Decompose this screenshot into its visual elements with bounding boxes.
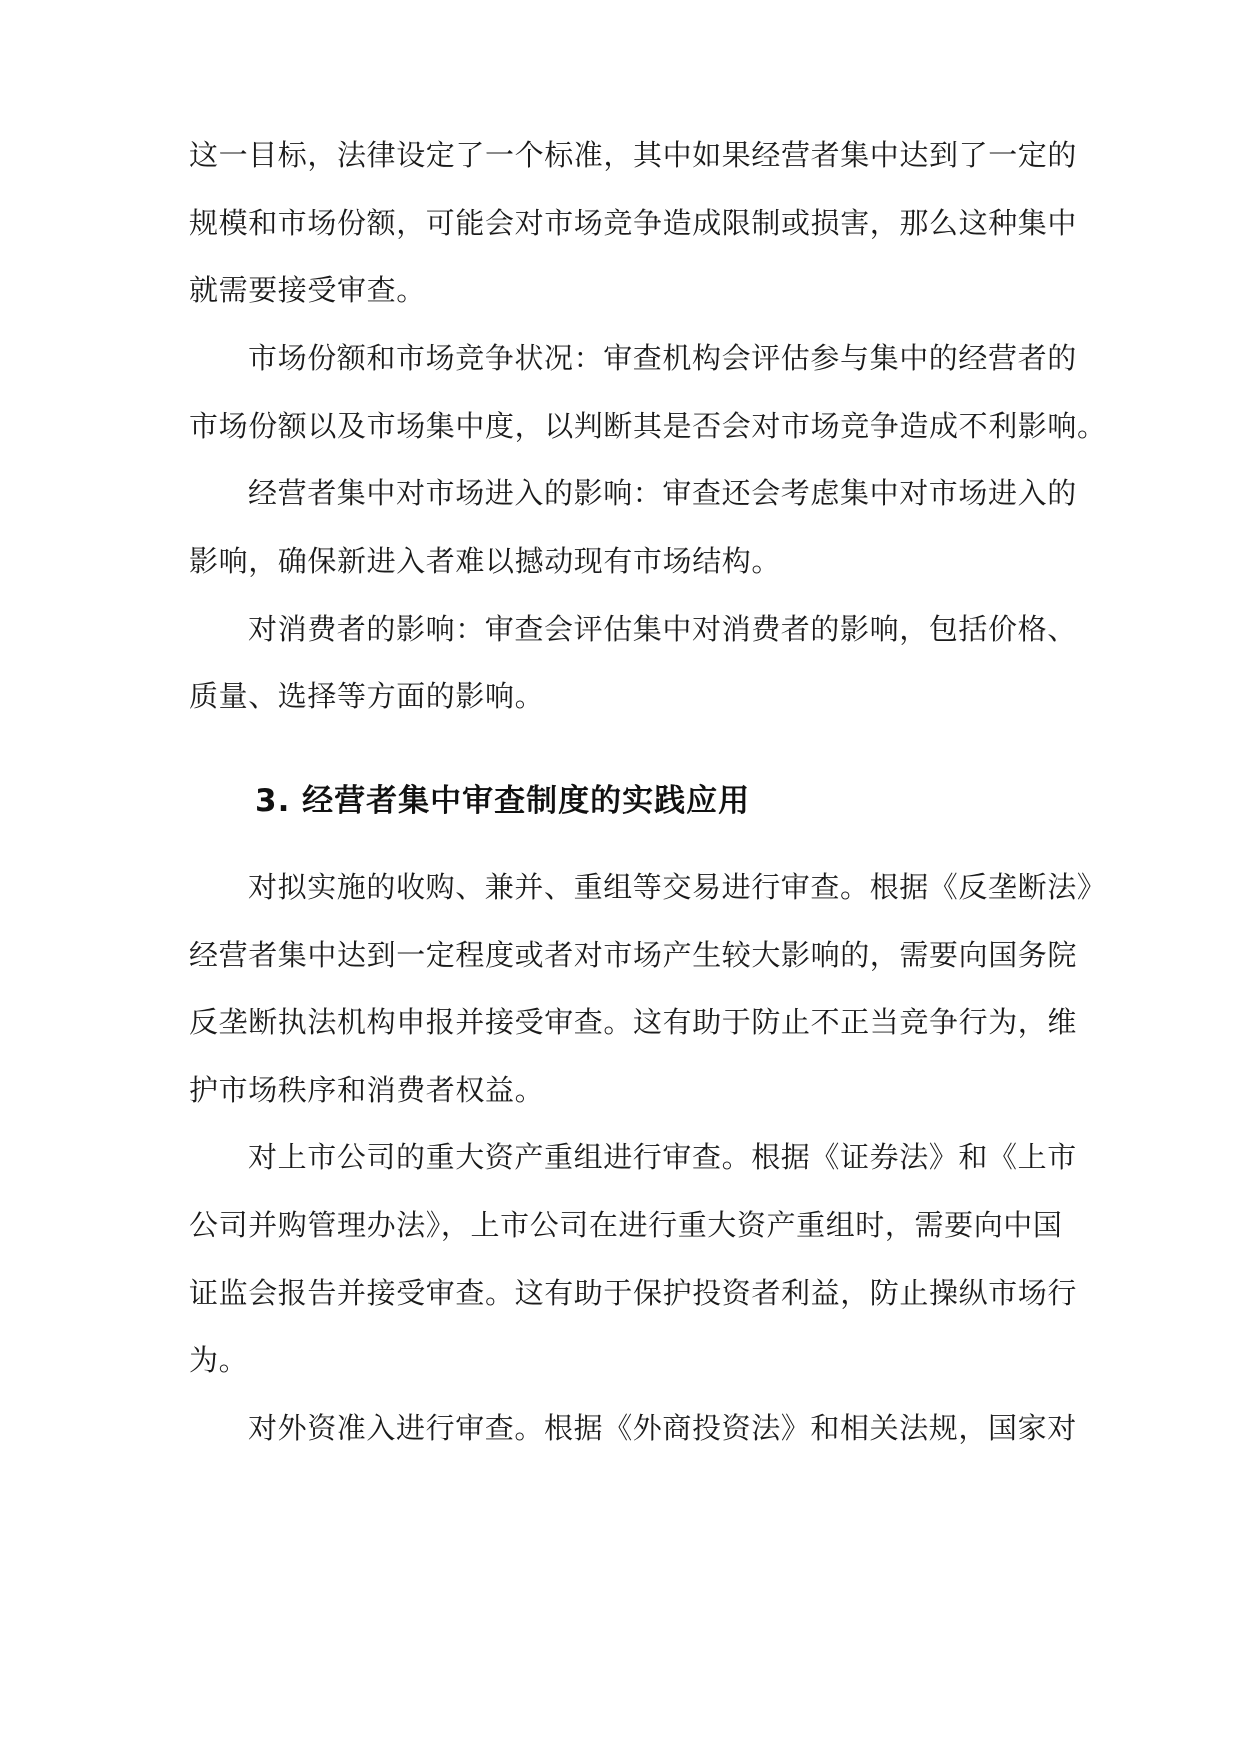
text-line: 护市场秩序和消费者权益。 (189, 1073, 545, 1107)
text-line: 对消费者的影响：审查会评估集中对消费者的影响，包括价格、 (248, 612, 1077, 646)
text-line: 证监会报告并接受审查。这有助于保护投资者利益，防止操纵市场行 (189, 1276, 1078, 1310)
text-line: 规模和市场份额，可能会对市场竞争造成限制或损害，那么这种集中 (189, 206, 1078, 240)
text-line: 为。 (189, 1343, 249, 1377)
text-line: 质量、选择等方面的影响。 (189, 679, 545, 713)
text-line: 经营者集中对市场进入的影响：审查还会考虑集中对市场进入的 (248, 476, 1077, 510)
section-heading: 3. 经营者集中审查制度的实践应用 (255, 783, 751, 819)
text-line: 对外资准入进行审查。根据《外商投资法》和相关法规，国家对 (248, 1411, 1077, 1445)
text-line: 市场份额以及市场集中度，以判断其是否会对市场竞争造成不利影响。 (189, 409, 1107, 443)
text-line: 经营者集中达到一定程度或者对市场产生较大影响的，需要向国务院 (189, 938, 1078, 972)
text-line: 公司并购管理办法》，上市公司在进行重大资产重组时，需要向中国 (189, 1208, 1063, 1242)
text-line: 对拟实施的收购、兼并、重组等交易进行审查。根据《反垄断法》 (248, 870, 1107, 904)
text-line: 影响，确保新进入者难以撼动现有市场结构。 (189, 544, 782, 578)
text-line: 这一目标，法律设定了一个标准，其中如果经营者集中达到了一定的 (189, 138, 1078, 172)
text-line: 就需要接受审查。 (189, 273, 426, 307)
text-line: 市场份额和市场竞争状况：审查机构会评估参与集中的经营者的 (248, 341, 1077, 375)
text-line: 反垄断执法机构申报并接受审查。这有助于防止不正当竞争行为，维 (189, 1005, 1078, 1039)
text-line: 对上市公司的重大资产重组进行审查。根据《证券法》和《上市 (248, 1140, 1077, 1174)
